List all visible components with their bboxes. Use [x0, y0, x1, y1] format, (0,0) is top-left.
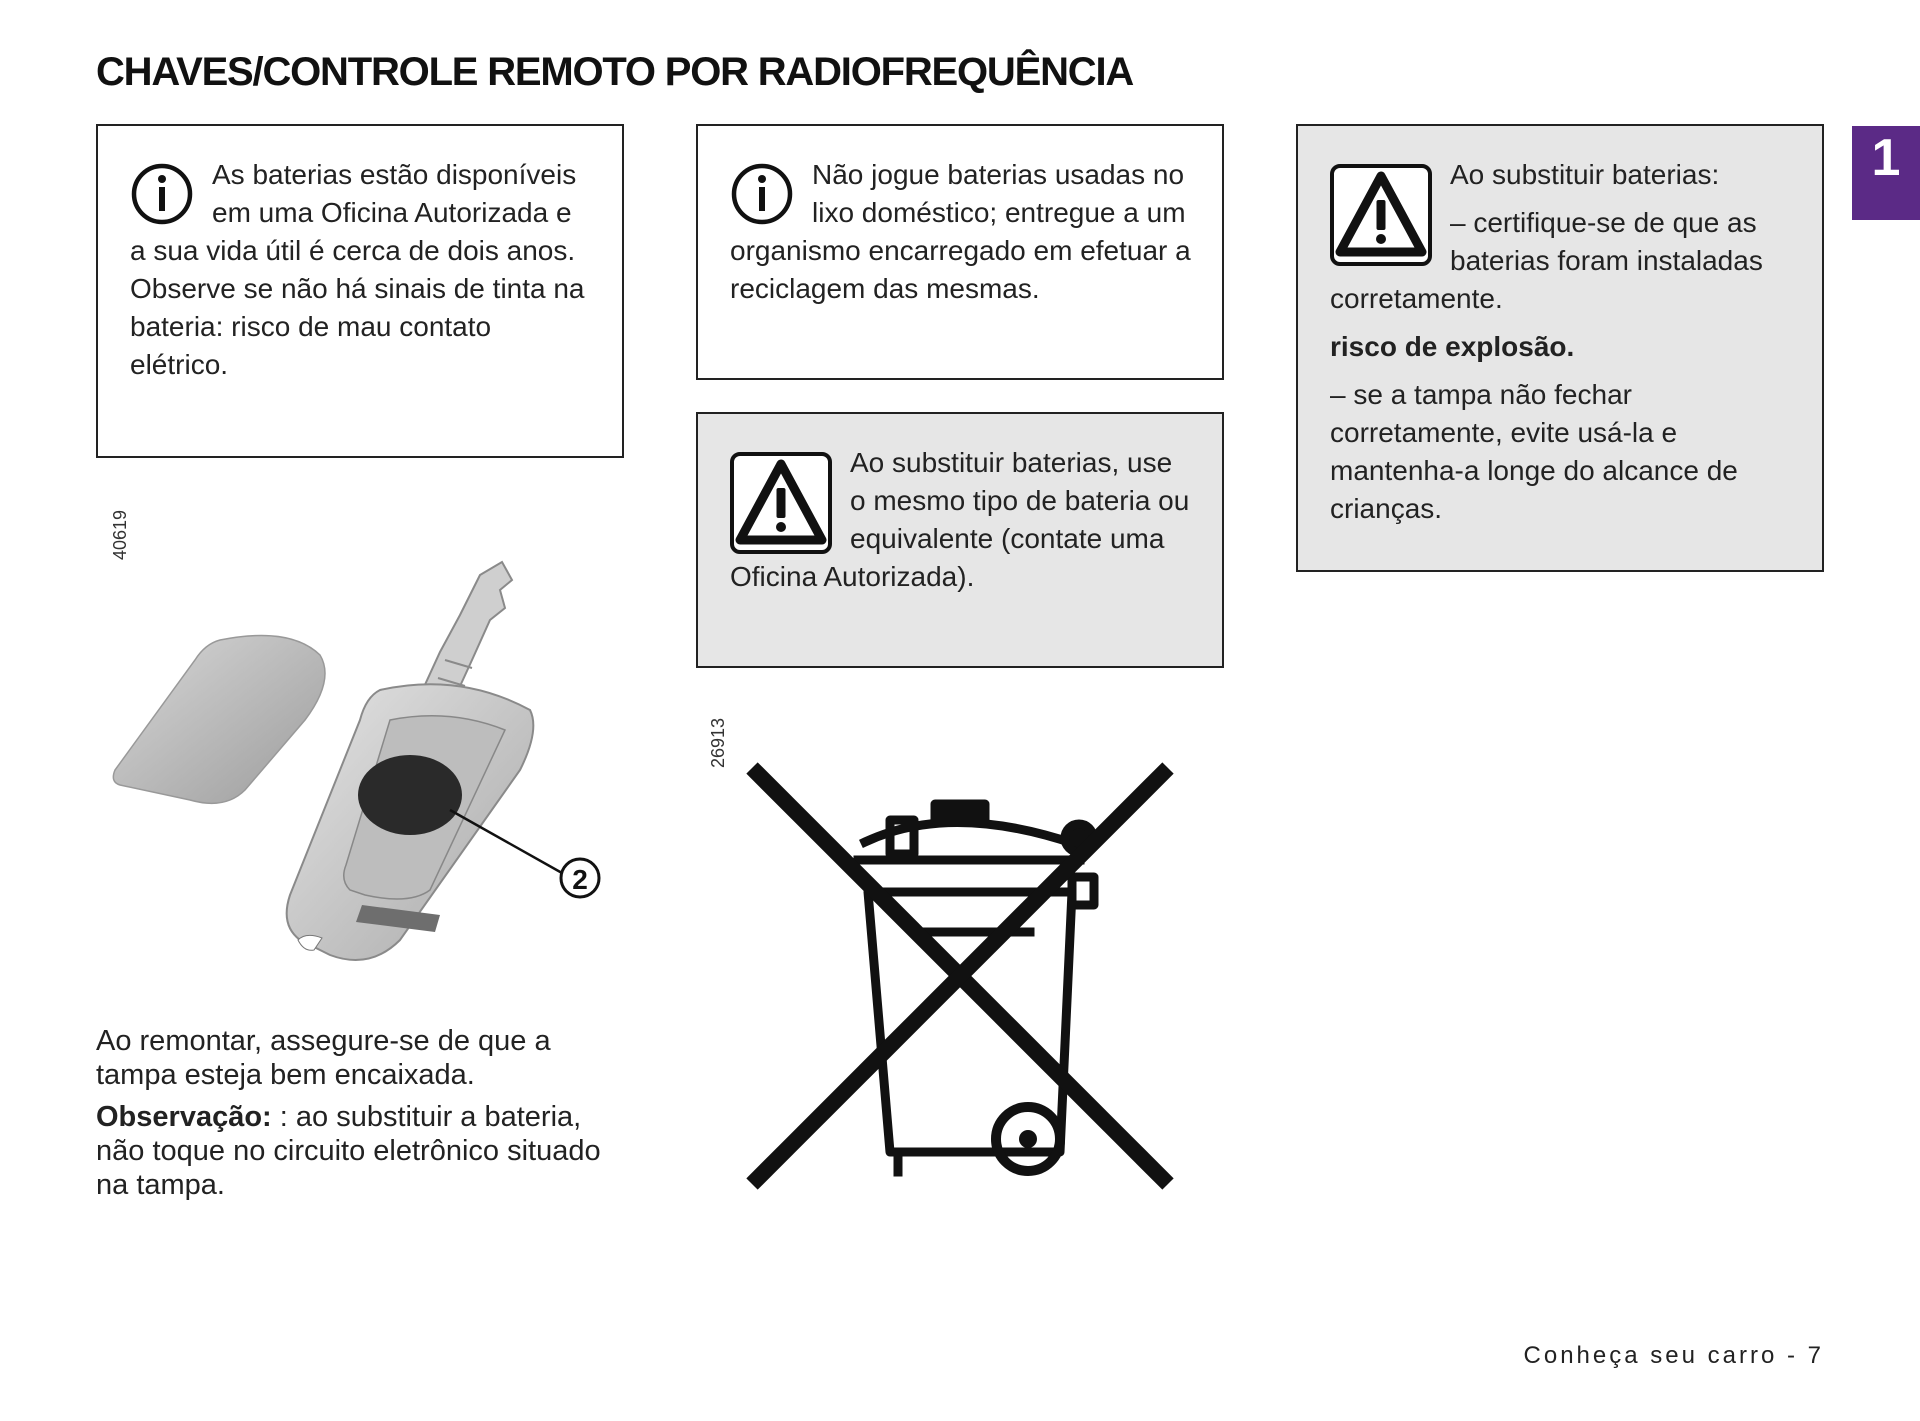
battery-type-text: Ao substituir baterias, use o mesmo tipo de bateria ou equivalente (contate uma Oficina Autorizada).	[730, 447, 1190, 592]
page-title: CHAVES/CONTROLE REMOTO POR RADIOFREQUÊNCIA	[96, 50, 1134, 94]
info-icon	[730, 162, 794, 226]
explosion-risk-text: risco de explosão.	[1330, 331, 1575, 362]
page-footer: Conheça seu carro - 7	[1523, 1342, 1824, 1369]
battery-availability-box	[96, 124, 624, 458]
key-figure-number: 40619	[110, 509, 130, 560]
replace-batteries-heading: Ao substituir baterias:	[1450, 159, 1720, 190]
lid-warning-text: – se a tampa não fechar corretamente, evite usá-la e mantenha-a longe do alcance de crianças.	[1330, 379, 1738, 524]
remount-instructions	[96, 1024, 636, 1210]
installed-correctly-text: – certifique-se de que as baterias foram instaladas corretamente.	[1330, 207, 1763, 314]
crossed-bin-icon	[740, 752, 1180, 1202]
observation-note	[96, 1100, 636, 1202]
battery-type-warning-box	[696, 412, 1224, 668]
observation-text: : ao substituir a bateria, não toque no circuito eletrônico situado na tampa.	[96, 1101, 601, 1201]
battery-life-text: As baterias estão disponíveis em uma Oficina Autorizada e a sua vida útil é cerca de dois anos.	[130, 159, 577, 266]
disposal-text: Não jogue baterias usadas no lixo doméstico; entregue a um organismo encarregado em efetuar a reciclagem das mesmas.	[730, 159, 1191, 304]
bin-figure-number: 26913	[708, 717, 728, 768]
explosion-warning-box	[1296, 124, 1824, 572]
chapter-tab: 1	[1852, 126, 1920, 220]
disposal-info-box	[696, 124, 1224, 380]
warning-triangle-icon	[1330, 162, 1432, 266]
paint-warning-text: Observe se não há sinais de tinta na bateria: risco de mau contato elétrico.	[130, 273, 585, 380]
battery-callout-number: 2	[572, 864, 588, 895]
remount-text: Ao remontar, assegure-se de que a tampa esteja bem encaixada.	[96, 1025, 551, 1091]
warning-triangle-icon	[730, 450, 832, 554]
observation-label: Observação:	[96, 1101, 272, 1133]
info-icon	[130, 162, 194, 226]
key-fob-illustration	[100, 560, 620, 980]
